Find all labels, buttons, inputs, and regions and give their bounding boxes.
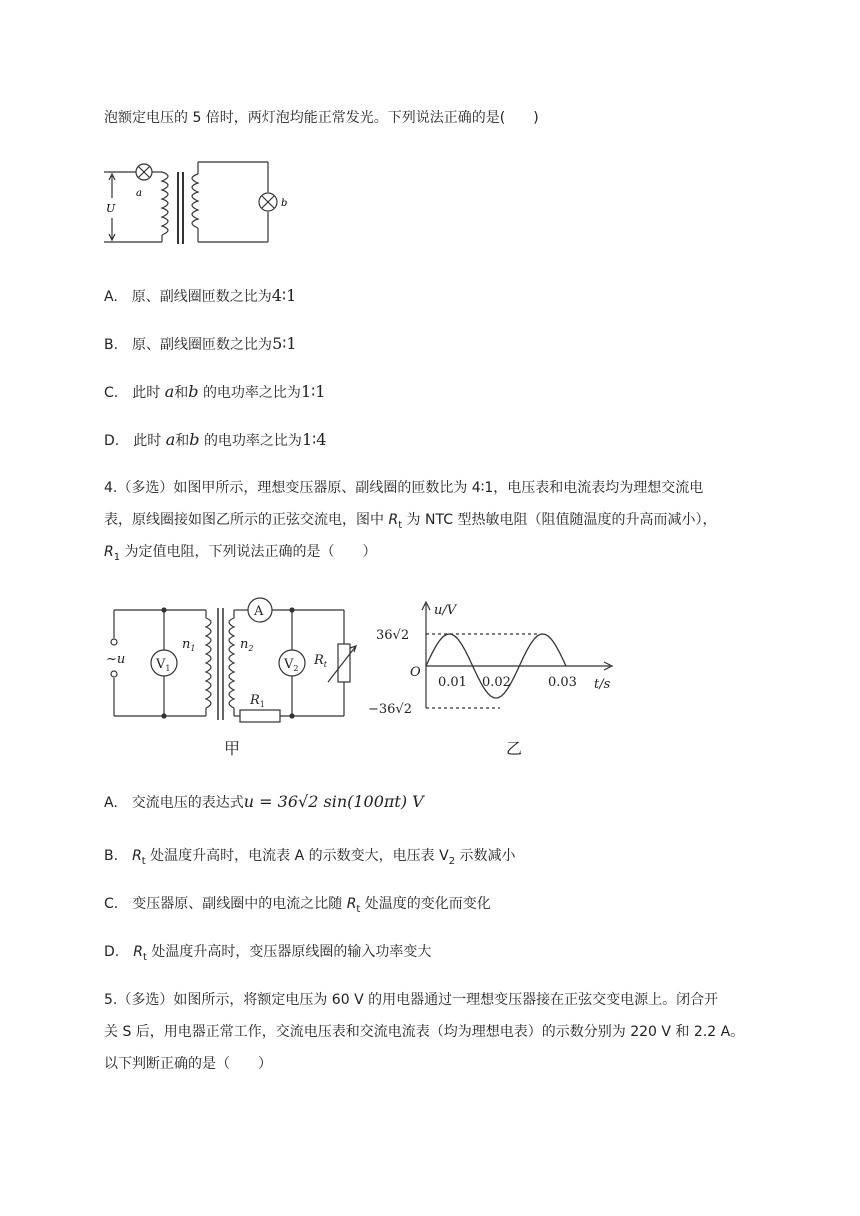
q3-stem-tail: 泡额定电压的 5 倍时，两灯泡均能正常发光。下列说法正确的是( ) bbox=[104, 110, 539, 126]
caption-jia: 甲 bbox=[224, 739, 241, 758]
q4-stem-line2: 表，原线圈接如图乙所示的正弦交流电，图中 $R_t$ 为 NTC 型热敏电阻（阻值随温度的升高而减小）， bbox=[104, 512, 717, 531]
q3-option-b: B. 原、副线圈匝数之比为5∶1 bbox=[104, 334, 297, 353]
svg-text:Rt bbox=[313, 653, 328, 669]
q3-option-d: D. 此时 a和b 的电功率之比为1∶4 bbox=[104, 430, 327, 449]
lamp-a-label: a bbox=[136, 188, 142, 199]
q3-option-c: C. 此时 a和b 的电功率之比为1∶1 bbox=[104, 382, 326, 401]
q5-stem-line3: 以下判断正确的是（ ） bbox=[104, 1056, 272, 1072]
voltage-u-label: U bbox=[106, 202, 116, 215]
q3-transformer-figure bbox=[98, 152, 303, 252]
x-tick-3: 0.03 bbox=[548, 675, 577, 690]
y-pos-label: 36√2 bbox=[376, 628, 410, 643]
q4-option-b: B. $R_t$ 处温度升高时，电流表 A 的示数变大，电压表 $V_2$ 示数减小 bbox=[104, 848, 516, 867]
q5-stem-line1: 5.（多选）如图所示，将额定电压为 60 V 的用电器通过一理想变压器接在正弦交变电源上。闭合开 bbox=[104, 992, 719, 1008]
n2-label: n bbox=[240, 637, 249, 652]
n2-sub: 2 bbox=[248, 644, 254, 653]
q5-stem-line2: 关 S 后，用电器正常工作，交流电压表和交流电流表（均为理想电表）的示数分别为 220 V 和 2.2 A。 bbox=[104, 1024, 745, 1040]
q4-voltage-graph-yi bbox=[360, 596, 630, 766]
x-axis-label: t/s bbox=[594, 677, 611, 692]
q4-option-a: A. 交流电压的表达式u = 36√2 sin(100πt) V bbox=[104, 792, 424, 811]
svg-text:V2 bbox=[283, 657, 298, 673]
svg-text:n1 bbox=[182, 637, 195, 653]
ammeter-label: A bbox=[254, 604, 264, 619]
x-tick-2: 0.02 bbox=[482, 675, 511, 690]
rt-label: R bbox=[314, 653, 324, 668]
q4-stem-line1: 4.（多选）如图甲所示，理想变压器原、副线圈的匝数比为 4∶1，电压表和电流表均为理想交流电 bbox=[104, 480, 704, 496]
lamp-b-label: b bbox=[281, 198, 288, 209]
v2-sub: 2 bbox=[293, 664, 299, 673]
v1-sub: 1 bbox=[165, 664, 171, 673]
source-label: ~u bbox=[106, 652, 126, 667]
rt-sub: t bbox=[323, 660, 328, 669]
svg-text:n2 bbox=[240, 637, 253, 653]
r1-sub: 1 bbox=[259, 700, 265, 709]
y-neg-label: −36√2 bbox=[368, 702, 412, 717]
x-tick-1: 0.01 bbox=[438, 675, 467, 690]
v1-label: V bbox=[156, 657, 166, 672]
y-axis-label: u/V bbox=[434, 603, 457, 618]
svg-text:R1 bbox=[249, 693, 265, 709]
n1-label: n bbox=[182, 637, 191, 652]
r1-label: R bbox=[250, 693, 260, 708]
q4-circuit-figure-jia bbox=[100, 596, 360, 766]
n1-sub: 1 bbox=[190, 644, 196, 653]
caption-yi: 乙 bbox=[506, 739, 523, 758]
q4-option-d: D. $R_t$ 处温度升高时，变压器原线圈的输入功率变大 bbox=[104, 944, 432, 963]
q4-stem-line3: $R_1$ 为定值电阻，下列说法正确的是（ ） bbox=[104, 544, 377, 563]
svg-text:V1 bbox=[155, 657, 170, 673]
q4-option-c: C. 变压器原、副线圈中的电流之比随 $R_t$ 处温度的变化而变化 bbox=[104, 896, 491, 915]
v2-label: V bbox=[284, 657, 294, 672]
q3-option-a: A. 原、副线圈匝数之比为4∶1 bbox=[104, 286, 297, 305]
origin-label: O bbox=[410, 665, 421, 680]
